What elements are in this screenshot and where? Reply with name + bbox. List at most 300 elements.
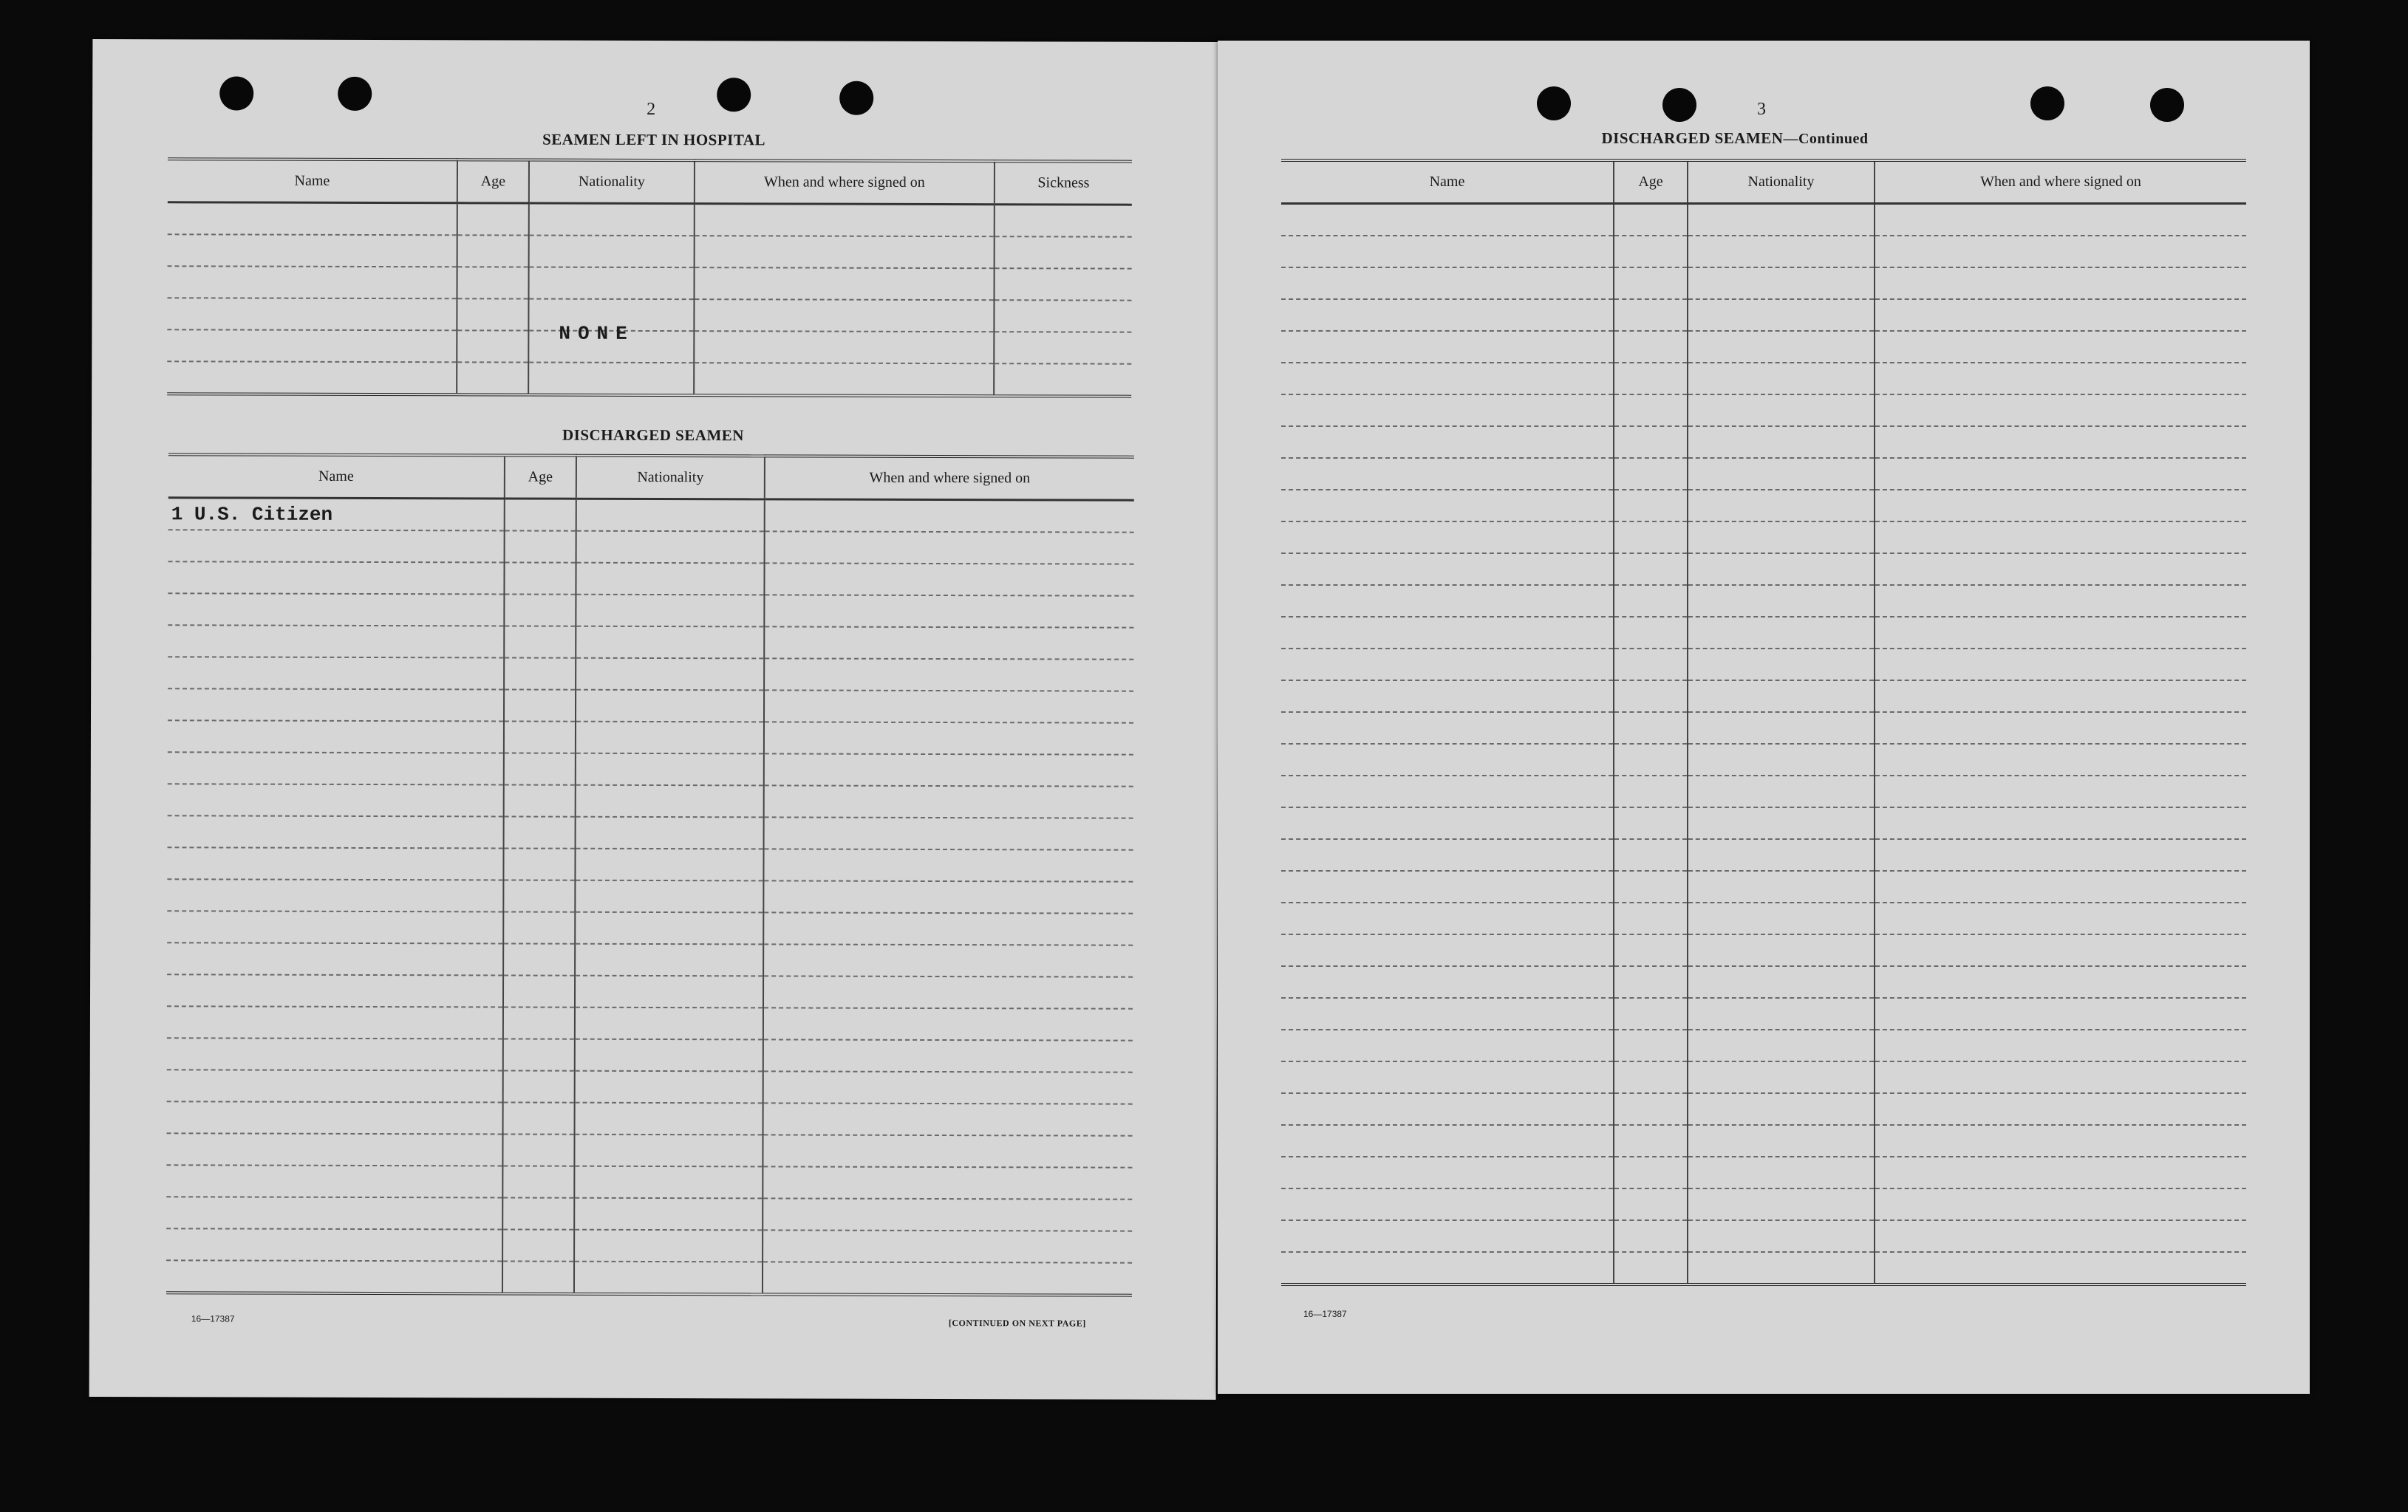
table-cell: [1281, 807, 1614, 839]
table-cell: [167, 361, 457, 394]
table-cell: [504, 784, 576, 816]
table-row: [1281, 521, 2246, 553]
table-cell: [764, 595, 1133, 627]
table-cell: [995, 205, 1132, 237]
table-cell: [763, 1008, 1133, 1040]
table-cell: [502, 1229, 574, 1261]
table-cell: [502, 1261, 574, 1293]
table-cell: [1614, 1252, 1688, 1284]
table-cell: [694, 299, 994, 332]
table-cell: [1688, 934, 1875, 966]
table-cell: [575, 1103, 763, 1135]
table-cell: [576, 658, 764, 691]
table-cell: [503, 975, 575, 1007]
table-cell: [1688, 998, 1875, 1030]
typed-entry: 1 U.S. Citizen: [168, 498, 505, 531]
table-row: [1281, 617, 2246, 649]
table-row: [167, 361, 1131, 396]
table-cell: [1281, 267, 1614, 299]
table-cell: [1614, 1188, 1688, 1220]
table-row: [168, 202, 1132, 237]
table-cell: [1688, 871, 1875, 903]
table-cell: [1614, 649, 1688, 680]
table-cell: [1614, 363, 1688, 394]
table-cell: [504, 689, 576, 721]
table-cell: [1875, 966, 2246, 998]
table-cell: [1614, 617, 1688, 649]
table-cell: [1281, 458, 1614, 490]
table-row: [1281, 871, 2246, 903]
table-row: [166, 1133, 1132, 1167]
table-cell: [576, 563, 764, 595]
table-cell: [1614, 1157, 1688, 1188]
discharged-table: [166, 453, 1134, 1296]
table-row: [168, 657, 1133, 691]
table-cell: [1688, 1252, 1875, 1284]
table-cell: [575, 880, 763, 913]
table-cell: [1281, 712, 1614, 744]
table-cell: [575, 912, 763, 945]
table-cell: [503, 943, 575, 975]
typed-none-entry: NONE: [559, 322, 635, 345]
table-row: [1281, 1125, 2246, 1157]
table-cell: [1614, 680, 1688, 712]
table-cell: [763, 849, 1133, 881]
table-cell: [576, 785, 764, 818]
punch-hole: [2150, 88, 2184, 122]
table-row: [168, 752, 1133, 786]
table-cell: [529, 236, 695, 268]
table-cell: [1688, 236, 1875, 267]
table-cell: [1688, 1061, 1875, 1093]
table-cell: [166, 1165, 502, 1197]
form-number: 16—17387: [1303, 1309, 1347, 1319]
table-cell: [504, 816, 576, 848]
table-cell: [1281, 363, 1614, 394]
table-cell: [1688, 299, 1875, 331]
table-cell: [168, 657, 504, 689]
table-cell: [763, 1198, 1132, 1231]
table-cell: [457, 362, 528, 394]
table-cell: [1281, 617, 1614, 649]
table-cell: [528, 363, 694, 396]
table-row: [1281, 966, 2246, 998]
table-cell: [1688, 426, 1875, 458]
table-cell: [1614, 585, 1688, 617]
table-cell: [1688, 649, 1875, 680]
table-cell: [1875, 807, 2246, 839]
table-row: [1281, 267, 2246, 299]
table-cell: [168, 202, 457, 236]
table-cell: [1875, 426, 2246, 458]
table-row: [167, 1006, 1133, 1040]
table-row: [1281, 1093, 2246, 1125]
table-row: [168, 530, 1134, 564]
table-cell: [168, 593, 504, 626]
table-cell: [1281, 585, 1614, 617]
table-cell: [1875, 871, 2246, 903]
table-cell: [168, 530, 505, 562]
page-number: 3: [1757, 100, 1766, 119]
table-cell: [574, 1166, 763, 1199]
table-cell: [763, 1071, 1133, 1104]
table-cell: [167, 879, 503, 911]
table-cell: [529, 203, 695, 236]
right-page: [1218, 41, 2310, 1394]
punch-hole: [2030, 86, 2064, 120]
table-cell: [763, 1039, 1133, 1072]
table-cell: [574, 1230, 763, 1262]
column-header-sickness: Sickness: [995, 161, 1132, 205]
punch-hole: [1662, 88, 1696, 122]
table-cell: [1875, 1188, 2246, 1220]
table-cell: [1614, 426, 1688, 458]
table-cell: [1875, 204, 2246, 236]
table-cell: [1281, 966, 1614, 998]
table-row: [1281, 839, 2246, 871]
table-cell: [528, 267, 694, 300]
table-cell: [1614, 1220, 1688, 1252]
table-cell: [765, 499, 1134, 533]
table-cell: [576, 722, 764, 754]
table-cell: [1281, 1157, 1614, 1188]
table-cell: [1688, 839, 1875, 871]
table-row: [166, 1197, 1132, 1231]
table-row: [1281, 712, 2246, 744]
table-cell: [168, 815, 504, 848]
table-cell: [168, 561, 504, 594]
table-row: [168, 498, 1134, 533]
table-cell: [1875, 363, 2246, 394]
table-cell: [1614, 236, 1688, 267]
table-cell: [1688, 553, 1875, 585]
table-cell: [168, 625, 504, 657]
table-cell: [1875, 585, 2246, 617]
table-cell: [1688, 966, 1875, 998]
table-cell: [1688, 1220, 1875, 1252]
table-cell: [1614, 299, 1688, 331]
table-cell: [1875, 1252, 2246, 1284]
table-cell: [763, 1262, 1132, 1295]
table-row: [1281, 363, 2246, 394]
table-cell: [1875, 649, 2246, 680]
table-cell: [1614, 966, 1688, 998]
table-cell: [457, 267, 528, 298]
table-cell: [576, 817, 764, 849]
table-row: [1281, 426, 2246, 458]
table-row: [167, 879, 1133, 913]
table-cell: [1875, 267, 2246, 299]
table-cell: [576, 499, 765, 531]
table-cell: [504, 721, 576, 753]
column-header-nationality: Nationality: [576, 456, 765, 499]
table-cell: [1614, 490, 1688, 521]
table-cell: [1688, 712, 1875, 744]
table-cell: [1614, 394, 1688, 426]
table-cell: [763, 944, 1133, 976]
table-row: [166, 1228, 1132, 1262]
table-cell: [166, 1133, 502, 1166]
table-cell: [764, 658, 1133, 691]
table-cell: [764, 690, 1133, 722]
table-row: [1281, 458, 2246, 490]
table-cell: [168, 688, 504, 721]
table-cell: [1614, 744, 1688, 776]
table-cell: [575, 1008, 763, 1040]
table-cell: [1688, 1030, 1875, 1061]
table-cell: [167, 1038, 503, 1070]
table-row: [1281, 680, 2246, 712]
table-row: [1281, 490, 2246, 521]
table-row: [167, 943, 1133, 976]
table-cell: [504, 657, 576, 689]
table-cell: [576, 753, 764, 786]
table-cell: [764, 626, 1133, 659]
table-cell: [1688, 1093, 1875, 1125]
table-row: [1281, 585, 2246, 617]
table-row: [167, 329, 1131, 363]
table-cell: [1281, 331, 1614, 363]
column-header-name: Name: [1281, 160, 1614, 204]
table-cell: [1614, 1061, 1688, 1093]
table-cell: [503, 848, 575, 880]
column-header-age: Age: [505, 455, 576, 499]
table-cell: [1281, 521, 1614, 553]
table-row: [1281, 236, 2246, 267]
table-cell: [457, 298, 528, 330]
table-cell: [504, 562, 576, 594]
discharged-section-title: DISCHARGED SEAMEN: [562, 425, 745, 445]
table-cell: [457, 203, 529, 236]
table-cell: [503, 1007, 575, 1039]
table-row: [1281, 553, 2246, 585]
table-cell: [763, 912, 1133, 945]
table-cell: [1875, 1030, 2246, 1061]
table-row: [167, 298, 1131, 332]
table-cell: [1688, 617, 1875, 649]
table-cell: [574, 1135, 763, 1167]
column-header-signed-on: When and where signed on: [1875, 160, 2246, 204]
table-row: [1281, 299, 2246, 331]
table-cell: [994, 268, 1131, 300]
table-cell: [1281, 871, 1614, 903]
table-cell: [576, 626, 764, 659]
table-cell: [1688, 521, 1875, 553]
table-cell: [764, 753, 1133, 786]
table-cell: [1281, 1220, 1614, 1252]
table-row: [1281, 807, 2246, 839]
table-cell: [576, 531, 765, 564]
table-row: [1281, 1188, 2246, 1220]
table-cell: [167, 943, 503, 975]
table-cell: [167, 1101, 503, 1134]
column-header-name: Name: [168, 454, 505, 499]
table-cell: [1614, 712, 1688, 744]
table-cell: [1281, 1030, 1614, 1061]
discharged-continued-title: [1572, 129, 1897, 148]
punch-hole: [1537, 86, 1571, 120]
table-row: [167, 911, 1133, 945]
table-cell: [1688, 903, 1875, 934]
table-cell: [1875, 1061, 2246, 1093]
table-cell: [1281, 680, 1614, 712]
table-cell: [1688, 807, 1875, 839]
table-row: [166, 1260, 1132, 1295]
table-row: [167, 1101, 1133, 1135]
table-cell: [1281, 649, 1614, 680]
table-cell: [1614, 1093, 1688, 1125]
table-row: [166, 1165, 1132, 1199]
table-cell: [1614, 903, 1688, 934]
table-cell: [575, 849, 763, 881]
table-row: [1281, 903, 2246, 934]
table-row: [1281, 1220, 2246, 1252]
table-cell: [1614, 1125, 1688, 1157]
column-header-age: Age: [1614, 160, 1688, 204]
left-page: [89, 39, 1220, 1400]
table-cell: [1614, 839, 1688, 871]
table-cell: [505, 530, 576, 562]
table-cell: [166, 1228, 502, 1261]
table-row: [168, 815, 1133, 849]
table-cell: [694, 363, 994, 396]
table-cell: [1281, 903, 1614, 934]
table-cell: [1281, 204, 1614, 236]
table-row: [1281, 1030, 2246, 1061]
table-cell: [1688, 1157, 1875, 1188]
table-cell: [995, 236, 1132, 268]
table-cell: [168, 234, 457, 267]
table-cell: [1875, 744, 2246, 776]
table-cell: [576, 595, 764, 627]
table-cell: [1281, 1061, 1614, 1093]
table-cell: [1688, 680, 1875, 712]
table-row: [168, 625, 1133, 659]
table-cell: [1875, 1220, 2246, 1252]
table-row: [1281, 1252, 2246, 1284]
table-row: [167, 1070, 1133, 1104]
column-header-nationality: Nationality: [529, 160, 695, 204]
table-cell: [167, 911, 503, 943]
table-row: [168, 720, 1133, 754]
table-cell: [1688, 267, 1875, 299]
table-header-row: [168, 159, 1132, 205]
table-cell: [502, 1166, 574, 1197]
table-cell: [1875, 839, 2246, 871]
table-row: [1281, 394, 2246, 426]
table-header-row: [1281, 160, 2246, 204]
table-cell: [1688, 490, 1875, 521]
table-cell: [1281, 776, 1614, 807]
table-cell: [575, 1039, 763, 1072]
table-cell: [1281, 839, 1614, 871]
column-header-signed-on: When and where signed on: [695, 160, 995, 205]
table-cell: [994, 300, 1131, 332]
table-cell: [1614, 521, 1688, 553]
table-cell: [1281, 490, 1614, 521]
table-cell: [764, 563, 1133, 595]
table-cell: [167, 298, 457, 330]
table-cell: [994, 363, 1131, 396]
table-cell: [1875, 776, 2246, 807]
table-cell: [1875, 521, 2246, 553]
table-cell: [1875, 998, 2246, 1030]
table-cell: [167, 329, 457, 362]
table-cell: [694, 331, 994, 363]
table-cell: [504, 626, 576, 657]
table-cell: [1688, 776, 1875, 807]
table-cell: [1875, 458, 2246, 490]
table-cell: [503, 911, 575, 943]
table-cell: [763, 1230, 1132, 1262]
table-cell: [1875, 680, 2246, 712]
table-row: [167, 266, 1131, 300]
table-cell: [1875, 236, 2246, 267]
column-header-name: Name: [168, 159, 457, 203]
table-row: [168, 784, 1133, 818]
table-cell: [1281, 553, 1614, 585]
table-cell: [168, 752, 504, 784]
table-cell: [504, 594, 576, 626]
table-row: [1281, 934, 2246, 966]
table-cell: [167, 974, 503, 1007]
table-cell: [1614, 267, 1688, 299]
table-cell: [1281, 998, 1614, 1030]
title-main: DISCHARGED SEAMEN: [1601, 129, 1784, 147]
table-cell: [1614, 331, 1688, 363]
table-cell: [1688, 363, 1875, 394]
table-cell: [168, 784, 504, 816]
table-cell: [1688, 331, 1875, 363]
table-cell: [1688, 585, 1875, 617]
table-cell: [1614, 553, 1688, 585]
table-cell: [504, 753, 576, 784]
table-cell: [763, 1166, 1132, 1199]
table-cell: [1281, 299, 1614, 331]
table-cell: [694, 267, 994, 300]
page-number: 2: [647, 99, 656, 120]
punch-hole: [338, 77, 372, 111]
table-row: [1281, 649, 2246, 680]
table-cell: [167, 1006, 503, 1039]
table-cell: [574, 1198, 763, 1231]
continued-note: [CONTINUED ON NEXT PAGE]: [948, 1318, 1086, 1329]
table-cell: [1281, 236, 1614, 267]
table-cell: [763, 976, 1133, 1008]
table-cell: [574, 1262, 763, 1295]
table-cell: [1875, 490, 2246, 521]
table-cell: [763, 1135, 1132, 1167]
table-cell: [1614, 871, 1688, 903]
table-cell: [695, 204, 995, 237]
table-cell: [1614, 204, 1688, 236]
table-cell: [575, 1071, 763, 1104]
table-cell: [502, 1197, 574, 1229]
table-cell: [166, 1260, 502, 1293]
table-header-row: [168, 454, 1134, 500]
table-cell: [1688, 1188, 1875, 1220]
table-cell: [1281, 744, 1614, 776]
title-continued: —Continued: [1783, 131, 1869, 147]
column-header-signed-on: When and where signed on: [765, 456, 1134, 500]
table-cell: [575, 976, 763, 1008]
table-row: [1281, 998, 2246, 1030]
table-cell: [167, 1070, 503, 1102]
table-cell: [764, 785, 1133, 818]
table-cell: [457, 235, 529, 267]
table-cell: [1281, 1188, 1614, 1220]
table-cell: [1688, 458, 1875, 490]
